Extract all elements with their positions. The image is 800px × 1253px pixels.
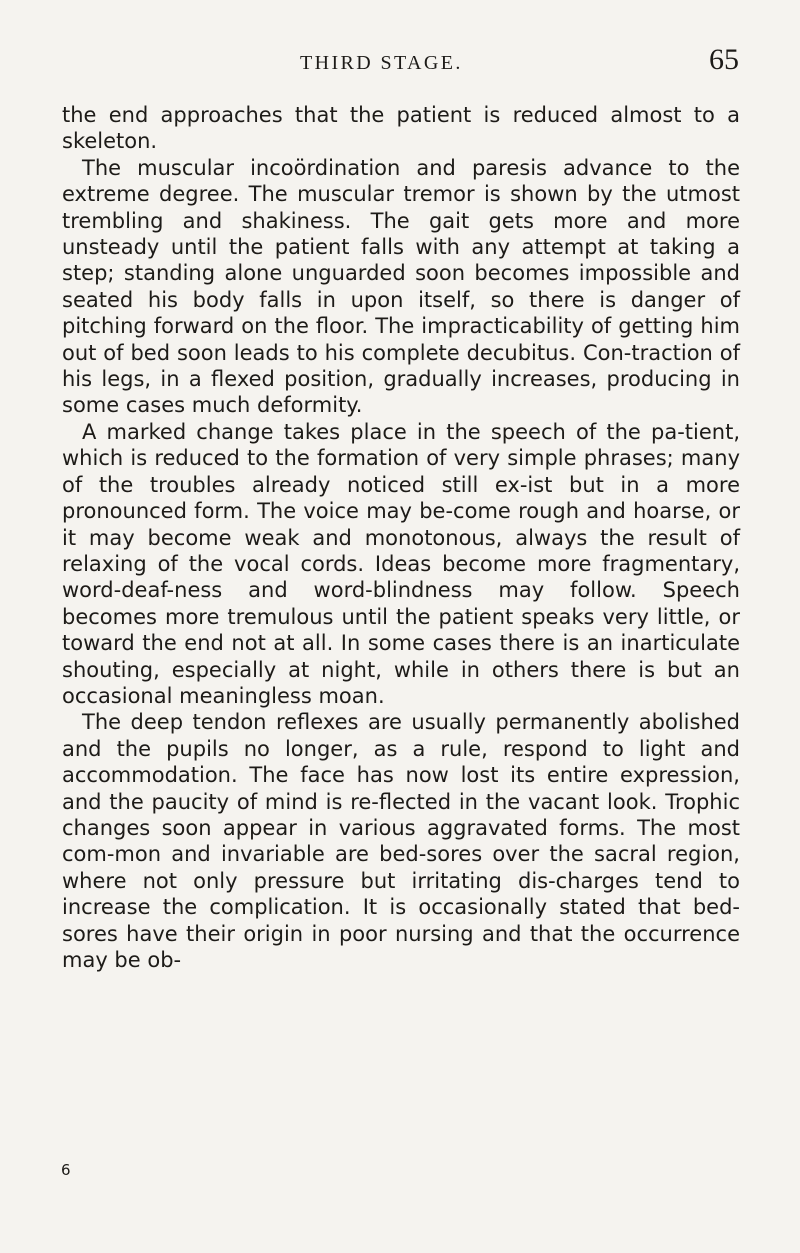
paragraph-motor-decline: The muscular incoördination and paresis advance to the extreme degree. The muscular tremor is shown by the utmost trembling and shakiness. The gait gets more and more unsteady until the patient falls with any attempt at taking a step; standing alone unguarded soon becomes impossible and seated his body falls in upon itself, so there is danger of pitching forward on the floor. The impracticability of getting him out of bed soon leads to his complete decubitus. Con-traction of his legs, in a flexed position, gradually increases, producing in some cases much deformity. xyxy=(62,155,740,418)
paragraph-speech-change: A marked change takes place in the speech of the pa-tient, which is reduced to the formation of very simple phrases; many of the troubles already noticed still ex-ist but in a more pronounced form. The voice may be-come rough and hoarse, or it may become weak and monotonous, always the result of relaxing of the vocal cords. Ideas become more fragmentary, word-deaf-ness and word-blindness may follow. Speech becomes more tremulous until the patient speaks very little, or toward the end not at all. In some cases there is an inarticulate shouting, especially at night, while in others there is but an occasional meaningless moan. xyxy=(62,419,740,708)
signature-mark: 6 xyxy=(61,1161,71,1179)
page-number: 65 xyxy=(709,43,739,76)
paragraph-reflexes-and-bedsores: The deep tendon reflexes are usually permanently abolished and the pupils no longer, as a rule, respond to light and accommodation. The face has now lost its entire expression, and the paucity of mind is re-flected in the vacant look. Trophic changes soon appear in various aggravated forms. The most com-mon and invariable are bed-sores over the sacral region, where not only pressure but irritating dis-charges tend to increase the complication. It is occasionally stated that bed-sores have their origin in poor nursing and that the occurrence may be ob- xyxy=(62,710,740,972)
paragraph-continuation: the end approaches that the patient is reduced almost to a skeleton. xyxy=(62,103,740,154)
body-text xyxy=(62,102,740,973)
running-header xyxy=(0,43,800,80)
running-title: THIRD STAGE. xyxy=(300,52,463,74)
